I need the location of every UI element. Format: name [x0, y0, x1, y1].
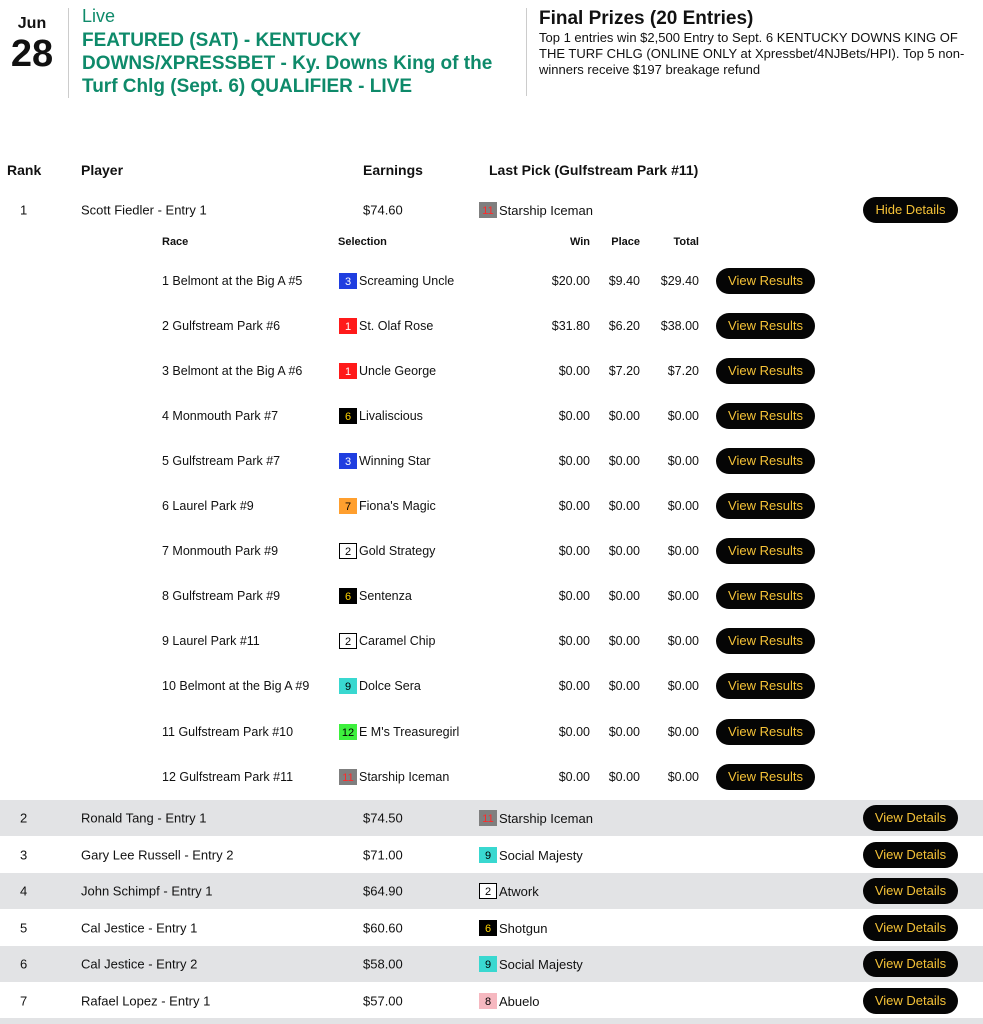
view-results-button[interactable]: View Results [716, 448, 815, 474]
player-name: Ronald Tang - Entry 1 [81, 810, 207, 826]
details-row [0, 438, 983, 483]
race-name: 8 Gulfstream Park #9 [162, 589, 281, 604]
view-results-button[interactable]: View Results [716, 673, 815, 699]
horse-name: Social Majesty [499, 847, 583, 863]
player-name: Cal Jestice - Entry 2 [81, 956, 198, 972]
win-amount: $0.00 [558, 769, 590, 784]
col-header-rank: Rank [7, 162, 42, 178]
horse-name: Screaming Uncle [359, 273, 455, 288]
win-amount: $0.00 [558, 634, 590, 649]
rank: 4 [20, 883, 28, 899]
selection [339, 678, 421, 694]
view-results-button[interactable]: View Results [716, 403, 815, 429]
total-amount: $0.00 [667, 679, 699, 694]
selection [339, 724, 459, 740]
race-name: 3 Belmont at the Big A #6 [162, 363, 303, 378]
place-amount: $0.00 [608, 453, 640, 468]
horse-name: Winning Star [359, 453, 431, 468]
post-position-badge: 3 [339, 453, 357, 469]
post-position-badge: 8 [479, 993, 497, 1009]
details-row [0, 484, 983, 529]
win-amount: $0.00 [558, 499, 590, 513]
selection [339, 363, 436, 379]
view-results-button[interactable]: View Results [716, 313, 815, 339]
rank: 2 [20, 810, 28, 826]
post-position-badge: 9 [479, 847, 497, 863]
post-position-badge: 12 [339, 724, 357, 740]
total-amount: $0.00 [667, 544, 699, 559]
rank: 3 [20, 847, 28, 863]
view-details-button[interactable]: View Details [863, 805, 958, 831]
rank: 7 [20, 993, 28, 1009]
view-details-button[interactable]: View Details [863, 878, 958, 904]
post-position-badge: 6 [479, 920, 497, 936]
win-amount: $20.00 [551, 273, 590, 288]
place-amount: $0.00 [608, 589, 640, 604]
place-amount: $0.00 [608, 499, 640, 513]
last-pick [479, 847, 583, 863]
leaderboard-row [0, 192, 983, 228]
rank: 1 [20, 202, 28, 218]
details-row [0, 754, 983, 799]
prizes-text: Top 1 entries win $2,500 Entry to Sept. 6 KENTUCKY DOWNS KING OF THE TURF CHLG (ONLINE ONLY at Xpressbet/4NJBets/HPI). Top 5 non-winners receive $197 breakage refund [539, 30, 965, 77]
post-position-badge: 6 [339, 408, 357, 424]
view-details-button[interactable]: View Details [863, 988, 958, 1014]
details-row [0, 258, 983, 303]
horse-name: Abuelo [499, 993, 540, 1009]
rank: 6 [20, 956, 28, 972]
details-row [0, 664, 983, 709]
hide-details-button[interactable]: Hide Details [863, 197, 958, 223]
last-pick [479, 810, 593, 826]
divider [68, 8, 69, 98]
view-results-button[interactable]: View Results [716, 764, 815, 790]
details-row [0, 348, 983, 393]
contest-title: FEATURED (SAT) - KENTUCKY DOWNS/XPRESSBET - Ky. Downs King of the Turf Chlg (Sept. 6) QUALIFIER - LIVE [82, 30, 493, 97]
horse-name: Starship Iceman [499, 202, 593, 218]
player-name: John Schimpf - Entry 1 [81, 883, 213, 899]
place-amount: $0.00 [608, 679, 640, 694]
leaderboard-row [0, 946, 983, 982]
race-name: 11 Gulfstream Park #10 [162, 724, 294, 739]
win-amount: $0.00 [558, 363, 590, 378]
horse-name: E M's Treasuregirl [359, 724, 460, 739]
leaderboard-row [0, 910, 983, 946]
details-col-race: Race [162, 236, 189, 248]
selection [339, 408, 423, 424]
horse-name: Atwork [499, 883, 539, 899]
race-name: 5 Gulfstream Park #7 [162, 453, 281, 468]
date-day: 28 [10, 33, 54, 75]
win-amount: $0.00 [558, 408, 590, 423]
win-amount: $0.00 [558, 679, 590, 694]
prizes-heading: Final Prizes (20 Entries) [539, 8, 754, 29]
leaderboard-row [0, 837, 983, 873]
win-amount: $31.80 [551, 318, 590, 333]
total-amount: $0.00 [667, 408, 699, 423]
view-details-button[interactable]: View Details [863, 915, 958, 941]
next-row-edge [0, 1018, 983, 1024]
horse-name: Caramel Chip [359, 634, 436, 649]
view-results-button[interactable]: View Results [716, 719, 815, 745]
player-name: Gary Lee Russell - Entry 2 [81, 847, 234, 863]
last-pick [479, 956, 583, 972]
details-row [0, 574, 983, 619]
view-details-button[interactable]: View Details [863, 951, 958, 977]
contest-header [0, 0, 983, 110]
view-results-button[interactable]: View Results [716, 358, 815, 384]
post-position-badge: 2 [339, 543, 357, 559]
total-amount: $0.00 [667, 499, 699, 513]
player-name: Rafael Lopez - Entry 1 [81, 993, 211, 1009]
view-results-button[interactable]: View Results [716, 538, 815, 564]
race-name: 1 Belmont at the Big A #5 [162, 273, 303, 288]
place-amount: $0.00 [608, 724, 640, 739]
details-col-selection: Selection [338, 236, 387, 248]
place-amount: $0.00 [608, 769, 640, 784]
post-position-badge: 9 [339, 678, 357, 694]
post-position-badge: 7 [339, 498, 357, 514]
view-results-button[interactable]: View Results [716, 493, 815, 519]
race-name: 7 Monmouth Park #9 [162, 544, 279, 559]
view-details-button[interactable]: View Details [863, 842, 958, 868]
earnings: $74.50 [363, 810, 403, 826]
player-name: Scott Fiedler - Entry 1 [81, 202, 207, 218]
selection [339, 769, 449, 785]
horse-name: Social Majesty [499, 956, 583, 972]
place-amount: $0.00 [608, 408, 640, 423]
selection [339, 633, 435, 649]
horse-name: Gold Strategy [359, 544, 436, 559]
horse-name: Starship Iceman [499, 810, 593, 826]
horse-name: St. Olaf Rose [359, 318, 434, 333]
win-amount: $0.00 [558, 724, 590, 739]
leaderboard-row [0, 800, 983, 836]
place-amount: $6.20 [608, 318, 640, 333]
details-row [0, 619, 983, 664]
post-position-badge: 2 [339, 633, 357, 649]
post-position-badge: 3 [339, 273, 357, 289]
total-amount: $0.00 [667, 724, 699, 739]
contest-date [8, 14, 56, 74]
earnings: $58.00 [363, 956, 403, 972]
contest-status: Live [82, 6, 116, 26]
col-header-last-pick: Last Pick (Gulfstream Park #11) [489, 162, 699, 178]
selection [339, 318, 433, 334]
race-name: 10 Belmont at the Big A #9 [162, 679, 310, 694]
post-position-badge: 1 [339, 363, 357, 379]
total-amount: $7.20 [667, 363, 699, 378]
race-name: 12 Gulfstream Park #11 [162, 769, 294, 784]
leaderboard-row [0, 873, 983, 909]
last-pick [479, 202, 593, 218]
view-results-button[interactable]: View Results [716, 628, 815, 654]
total-amount: $0.00 [667, 589, 699, 604]
race-name: 6 Laurel Park #9 [162, 499, 254, 513]
details-row [0, 393, 983, 438]
earnings: $71.00 [363, 847, 403, 863]
earnings: $74.60 [363, 202, 403, 218]
post-position-badge: 2 [479, 883, 497, 899]
win-amount: $0.00 [558, 453, 590, 468]
place-amount: $0.00 [608, 634, 640, 649]
view-results-button[interactable]: View Results [716, 583, 815, 609]
horse-name: Uncle George [359, 363, 437, 378]
place-amount: $0.00 [608, 544, 640, 559]
earnings: $64.90 [363, 883, 403, 899]
earnings: $57.00 [363, 993, 403, 1009]
horse-name: Sentenza [359, 589, 412, 604]
last-pick [479, 883, 539, 899]
col-header-earnings: Earnings [363, 162, 423, 178]
total-amount: $0.00 [667, 634, 699, 649]
last-pick [479, 920, 547, 936]
post-position-badge: 9 [479, 956, 497, 972]
total-amount: $38.00 [660, 318, 699, 333]
win-amount: $0.00 [558, 589, 590, 604]
horse-name: Livaliscious [359, 408, 423, 423]
race-name: 4 Monmouth Park #7 [162, 408, 279, 423]
post-position-badge: 6 [339, 588, 357, 604]
details-row [0, 529, 983, 574]
view-results-button[interactable]: View Results [716, 268, 815, 294]
player-name: Cal Jestice - Entry 1 [81, 920, 198, 936]
horse-name: Dolce Sera [359, 679, 421, 694]
divider [526, 8, 527, 96]
col-header-player: Player [81, 162, 124, 178]
post-position-badge: 11 [479, 202, 497, 218]
selection [339, 453, 431, 469]
post-position-badge: 11 [479, 810, 497, 826]
selection [339, 498, 436, 514]
selection [339, 273, 454, 289]
details-col-place: Place [611, 236, 640, 248]
details-col-total: Total [673, 236, 699, 248]
leaderboard-row [0, 983, 983, 1019]
race-name: 2 Gulfstream Park #6 [162, 318, 281, 333]
horse-name: Starship Iceman [359, 769, 450, 784]
details-col-win: Win [569, 236, 590, 248]
total-amount: $29.40 [660, 273, 699, 288]
post-position-badge: 11 [339, 769, 357, 785]
date-month: Jun [17, 15, 47, 32]
place-amount: $9.40 [608, 273, 640, 288]
rank: 5 [20, 920, 28, 936]
place-amount: $7.20 [608, 363, 640, 378]
selection [339, 588, 412, 604]
details-row [0, 709, 983, 754]
horse-name: Fiona's Magic [359, 499, 436, 513]
horse-name: Shotgun [499, 920, 548, 936]
total-amount: $0.00 [667, 453, 699, 468]
win-amount: $0.00 [558, 544, 590, 559]
details-row [0, 303, 983, 348]
selection [339, 543, 435, 559]
race-name: 9 Laurel Park #11 [162, 634, 260, 649]
total-amount: $0.00 [667, 769, 699, 784]
last-pick [479, 993, 539, 1009]
earnings: $60.60 [363, 920, 403, 936]
post-position-badge: 1 [339, 318, 357, 334]
